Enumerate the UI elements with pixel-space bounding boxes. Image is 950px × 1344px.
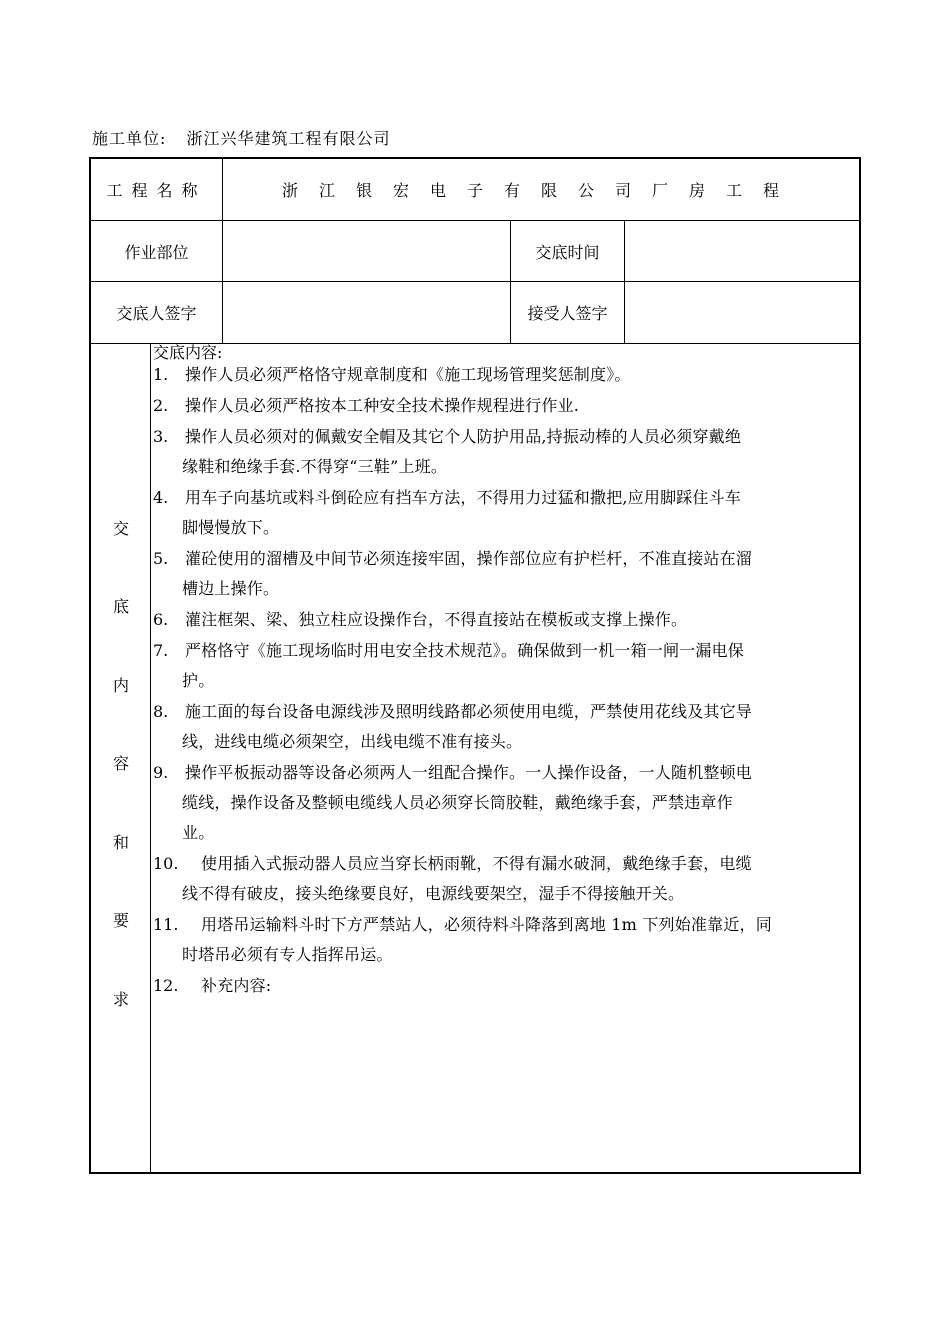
item-text-line: 脚慢慢放下。 xyxy=(182,518,280,537)
side-char: 交 xyxy=(112,519,129,538)
side-char: 和 xyxy=(112,833,129,852)
content-item xyxy=(153,697,855,757)
work-position-field[interactable] xyxy=(223,221,511,281)
disclosure-content-block xyxy=(91,344,859,1172)
content-item xyxy=(153,636,855,696)
item-text-line: 时塔吊必须有专人指挥吊运。 xyxy=(182,945,393,964)
content-item xyxy=(153,544,855,604)
item-number: 6. xyxy=(153,610,169,629)
content-item xyxy=(153,971,855,1001)
item-text-line: 用车子向基坑或料斗倒砼应有挡车方法，不得用力过猛和撒把,应用脚踩住斗车 xyxy=(185,488,742,507)
disclosure-form-table xyxy=(89,157,861,1174)
side-char: 要 xyxy=(112,911,129,930)
item-number: 12. xyxy=(153,976,179,995)
item-text-line: 护。 xyxy=(182,671,215,690)
item-number: 7. xyxy=(153,641,169,660)
content-item xyxy=(153,758,855,848)
item-text-line: 业。 xyxy=(182,823,215,842)
discloser-signature-label: 交底人签字 xyxy=(91,282,223,343)
item-text-line: 缆线，操作设备及整顿电缆线人员必须穿长筒胶鞋，戴绝缘手套，严禁违章作 xyxy=(182,793,733,812)
item-number: 10. xyxy=(153,854,179,873)
content-item xyxy=(153,849,855,909)
item-number: 5. xyxy=(153,549,169,568)
disclosure-content-area[interactable] xyxy=(151,344,859,1172)
item-text-line: 线，进线电缆必须架空，出线电缆不准有接头。 xyxy=(182,732,523,751)
receiver-signature-field[interactable] xyxy=(625,282,859,343)
disclosure-time-label: 交底时间 xyxy=(511,221,625,281)
item-text-line: 槽边上操作。 xyxy=(182,579,280,598)
item-number: 2. xyxy=(153,396,169,415)
item-text-line: 操作人员必须对的佩戴安全帽及其它个人防护用品,持振动棒的人员必须穿戴绝 xyxy=(185,427,742,446)
position-row xyxy=(91,221,859,282)
construction-unit-label: 施工单位: xyxy=(92,129,167,148)
content-item xyxy=(153,360,855,390)
receiver-signature-label: 接受人签字 xyxy=(511,282,625,343)
work-position-label: 作业部位 xyxy=(91,221,223,281)
item-number: 9. xyxy=(153,763,169,782)
item-text-line: 灌注框架、梁、独立柱应设操作台，不得直接站在模板或支撑上操作。 xyxy=(185,610,688,629)
item-text-line: 灌砼使用的溜槽及中间节必须连接牢固，操作部位应有护栏杆，不准直接站在溜 xyxy=(185,549,753,568)
content-item xyxy=(153,422,855,482)
item-text-line: 操作人员必须严格恪守规章制度和《施工现场管理奖惩制度》。 xyxy=(185,365,631,384)
side-char: 底 xyxy=(112,597,129,616)
item-text-line: 严格恪守《施工现场临时用电安全技术规范》。确保做到一机一箱一闸一漏电保 xyxy=(185,641,745,660)
content-item xyxy=(153,910,855,970)
side-char: 内 xyxy=(112,676,129,695)
content-item xyxy=(153,391,855,421)
item-number: 11. xyxy=(153,915,179,934)
side-char: 容 xyxy=(112,754,129,773)
item-text-line: 施工面的每台设备电源线涉及照明线路都必须使用电缆，严禁使用花线及其它导 xyxy=(185,702,753,721)
item-text-line: 操作人员必须严格按本工种安全技术操作规程进行作业. xyxy=(185,396,580,415)
item-text-line: 操作平板振动器等设备必须两人一组配合操作。一人操作设备，一人随机整顿电 xyxy=(185,763,753,782)
item-text-line: 用塔吊运输料斗时下方严禁站人，必须待料斗降落到离地 1m 下列始准靠近，同 xyxy=(201,915,772,934)
project-name-value: 浙江银宏电子有限公司厂房工程 xyxy=(281,181,800,200)
item-text-line: 缘鞋和绝缘手套.不得穿“三鞋”上班。 xyxy=(182,457,448,476)
content-title: 交底内容: xyxy=(153,343,223,362)
content-item xyxy=(153,605,855,635)
content-side-label xyxy=(91,344,151,1172)
item-number: 3. xyxy=(153,427,169,446)
discloser-signature-field[interactable] xyxy=(223,282,511,343)
item-number: 1. xyxy=(153,365,169,384)
signature-row xyxy=(91,282,859,344)
construction-unit-value: 浙江兴华建筑工程有限公司 xyxy=(186,129,391,148)
content-item xyxy=(153,483,855,543)
item-number: 4. xyxy=(153,488,169,507)
project-name-label: 工程名称 xyxy=(91,159,223,220)
item-text-line: 使用插入式振动器人员应当穿长柄雨靴，不得有漏水破洞，戴绝缘手套，电缆 xyxy=(201,854,752,873)
side-char: 求 xyxy=(112,990,129,1009)
item-text-line: 线不得有破皮，接头绝缘要良好，电源线要架空，湿手不得接触开关。 xyxy=(182,884,685,903)
disclosure-time-field[interactable] xyxy=(625,221,859,281)
item-text-line: 补充内容: xyxy=(201,976,272,995)
item-number: 8. xyxy=(153,702,169,721)
construction-unit-line xyxy=(92,126,391,149)
project-row xyxy=(91,159,859,221)
